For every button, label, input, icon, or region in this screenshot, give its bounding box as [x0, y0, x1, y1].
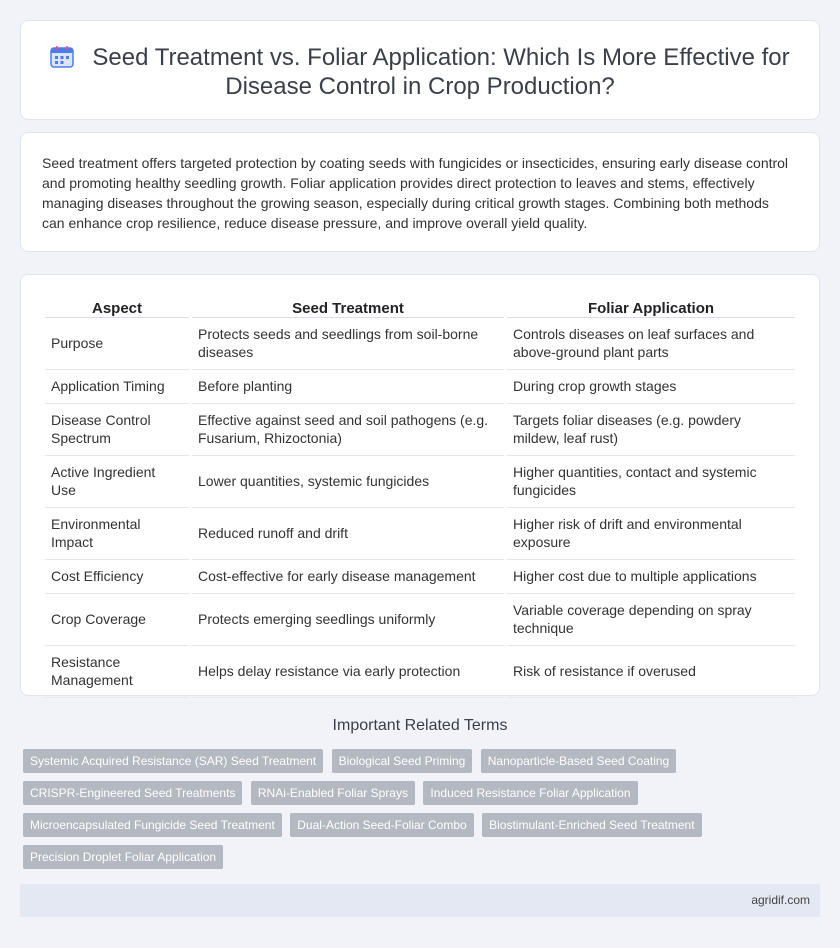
aspect-cell: Active Ingredient Use	[45, 456, 189, 508]
column-header-foliar-application: Foliar Application	[507, 297, 795, 318]
aspect-cell: Application Timing	[45, 370, 189, 404]
calendar-icon	[50, 46, 74, 68]
related-term-tag[interactable]: Biological Seed Priming	[332, 749, 473, 773]
intro-card	[20, 132, 820, 252]
table-row	[45, 560, 795, 594]
foliar-application-cell: Higher cost due to multiple applications	[507, 560, 795, 594]
comparison-table-card	[20, 274, 820, 696]
related-term-tag[interactable]: CRISPR-Engineered Seed Treatments	[23, 781, 242, 805]
table-row	[45, 646, 795, 698]
header-card	[20, 20, 820, 120]
aspect-cell: Cost Efficiency	[45, 560, 189, 594]
related-term-tag[interactable]: Systemic Acquired Resistance (SAR) Seed Treatment	[23, 749, 323, 773]
related-term-tag[interactable]: Precision Droplet Foliar Application	[23, 845, 223, 869]
column-header-seed-treatment: Seed Treatment	[192, 297, 504, 318]
page-title: Seed Treatment vs. Foliar Application: Which Is More Effective for Disease Control in Crop Production?	[92, 44, 790, 100]
related-term-tag[interactable]: Microencapsulated Fungicide Seed Treatment	[23, 813, 282, 837]
aspect-cell: Disease Control Spectrum	[45, 404, 189, 456]
seed-treatment-cell: Effective against seed and soil pathogens (e.g. Fusarium, Rhizoctonia)	[192, 404, 504, 456]
related-term-tag[interactable]: Dual-Action Seed-Foliar Combo	[290, 813, 473, 837]
footer-site-link[interactable]: agridif.com	[751, 893, 810, 907]
related-terms-tags	[23, 749, 803, 877]
intro-paragraph: Seed treatment offers targeted protection by coating seeds with fungicides or insecticides, ensuring early disease control and promoting healthy seedling growth. Foliar application provides direct protection to leaves and stems, effectively managing diseases throughout the growing season, especially during critical growth stages. Combining both methods can enhance crop resilience, reduce disease pressure, and improve overall yield quality.	[42, 155, 789, 231]
seed-treatment-cell: Protects seeds and seedlings from soil-borne diseases	[192, 318, 504, 370]
table-row	[45, 456, 795, 508]
foliar-application-cell: Variable coverage depending on spray technique	[507, 594, 795, 646]
related-term-tag[interactable]: Nanoparticle-Based Seed Coating	[481, 749, 676, 773]
aspect-cell: Environmental Impact	[45, 508, 189, 560]
table-row	[45, 370, 795, 404]
related-terms-title: Important Related Terms	[332, 717, 508, 734]
foliar-application-cell: Higher risk of drift and environmental exposure	[507, 508, 795, 560]
footer-bar	[20, 884, 820, 917]
seed-treatment-cell: Protects emerging seedlings uniformly	[192, 594, 504, 646]
foliar-application-cell: Controls diseases on leaf surfaces and above-ground plant parts	[507, 318, 795, 370]
foliar-application-cell: Higher quantities, contact and systemic fungicides	[507, 456, 795, 508]
seed-treatment-cell: Before planting	[192, 370, 504, 404]
foliar-application-cell: Targets foliar diseases (e.g. powdery mildew, leaf rust)	[507, 404, 795, 456]
table-row	[45, 594, 795, 646]
aspect-cell: Resistance Management	[45, 646, 189, 698]
aspect-cell: Crop Coverage	[45, 594, 189, 646]
table-header-row	[45, 297, 795, 318]
seed-treatment-cell: Cost-effective for early disease management	[192, 560, 504, 594]
foliar-application-cell: Risk of resistance if overused	[507, 646, 795, 698]
table-row	[45, 404, 795, 456]
aspect-cell: Purpose	[45, 318, 189, 370]
foliar-application-cell: During crop growth stages	[507, 370, 795, 404]
seed-treatment-cell: Lower quantities, systemic fungicides	[192, 456, 504, 508]
related-term-tag[interactable]: Induced Resistance Foliar Application	[423, 781, 637, 805]
page-title-wrap	[21, 43, 819, 101]
table-row	[45, 318, 795, 370]
table-row	[45, 508, 795, 560]
related-term-tag[interactable]: Biostimulant-Enriched Seed Treatment	[482, 813, 701, 837]
comparison-table	[42, 297, 798, 698]
related-term-tag[interactable]: RNAi-Enabled Foliar Sprays	[251, 781, 415, 805]
column-header-aspect: Aspect	[45, 297, 189, 318]
seed-treatment-cell: Reduced runoff and drift	[192, 508, 504, 560]
seed-treatment-cell: Helps delay resistance via early protection	[192, 646, 504, 698]
